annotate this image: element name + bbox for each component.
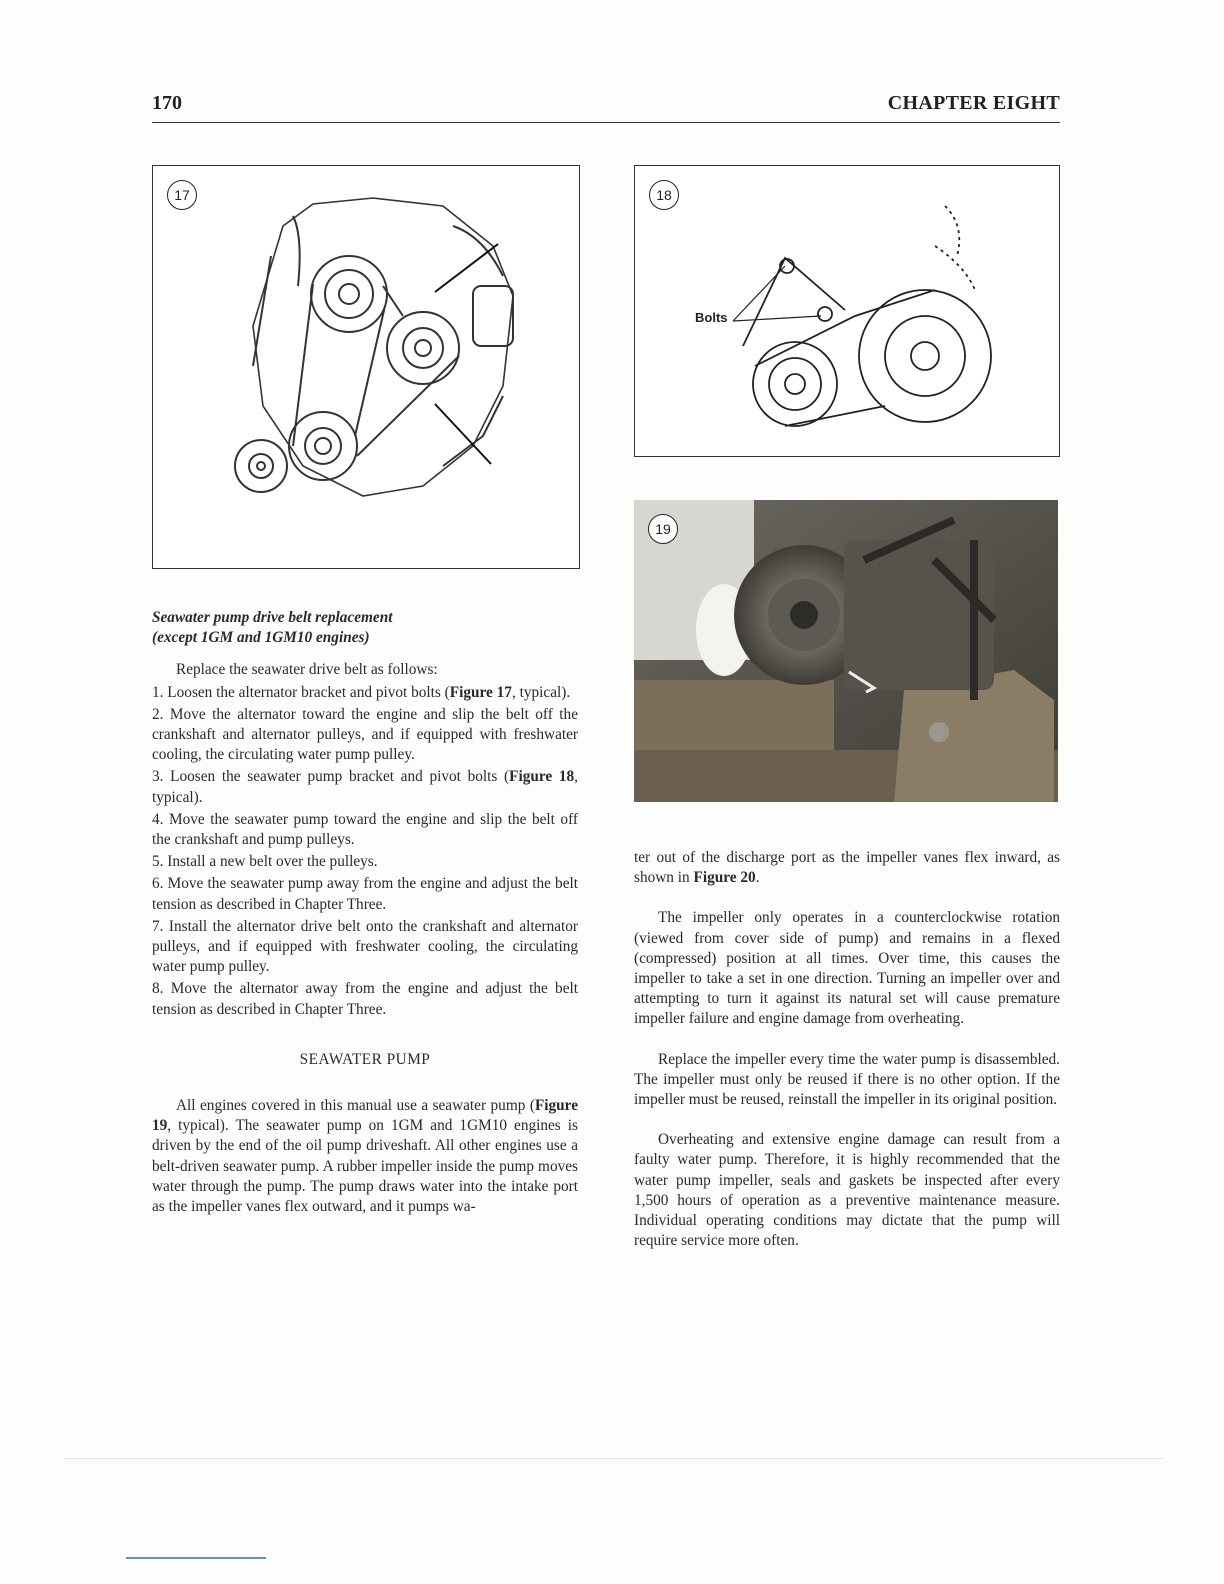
subhead-line-1: Seawater pump drive belt replacement: [152, 609, 393, 626]
step-text: 4. Move the seawater pump toward the engine and slip the belt off the crankshaft and pump pulleys.: [152, 810, 578, 849]
figure-19: [634, 500, 1058, 802]
left-column: [152, 608, 578, 1217]
step-text: 2. Move the alternator toward the engine and slip the belt off the crankshaft and alternator pulleys, and if equipped with freshwater cooling, the circulating water pump pulley.: [152, 705, 578, 764]
step-figure-ref: Figure 18: [509, 768, 575, 786]
impeller-replace-paragraph: Replace the impeller every time the water pump is disassembled. The impeller must only be reused if there is no other option. If the impeller must be reused, reinstall the impeller in its original position.: [634, 1050, 1060, 1109]
steps-list: [152, 683, 578, 1020]
intro-paragraph: Replace the seawater drive belt as follows:: [176, 661, 438, 679]
step-text-post: , typical).: [511, 683, 571, 701]
figure-18-number: 18: [649, 180, 679, 210]
continued-text-post: .: [755, 869, 760, 887]
step-text: 3. Loosen the seawater pump bracket and pivot bolts (: [152, 768, 510, 786]
step-item: [152, 810, 578, 850]
maintenance-paragraph: Overheating and extensive engine damage can result from a faulty water pump. Therefore, it is highly recommended that the water pump impeller, seals and gaskets be inspected after every 1,500 hours of operation as a preventive maintenance measure. Individual operating conditions may dictate that the pump will require service more often.: [634, 1131, 1060, 1250]
chapter-title: CHAPTER EIGHT: [887, 92, 1060, 114]
continued-paragraph: [634, 848, 1060, 888]
section-figure-ref: Figure 19: [152, 1097, 578, 1135]
section-heading: SEAWATER PUMP: [299, 1050, 431, 1068]
step-item: [152, 852, 578, 872]
engine-belt-illustration: [153, 166, 579, 568]
step-text: 1. Loosen the alternator bracket and pivot bolts (: [152, 683, 450, 701]
step-text: 7. Install the alternator drive belt onto the crankshaft and alternator pulleys, and if equipped with freshwater cooling, the circulating water pump pulley.: [152, 917, 578, 976]
figure-17-number: 17: [167, 180, 197, 210]
step-item: [152, 917, 578, 978]
section-text-post: , typical). The seawater pump on 1GM and 1GM10 engines is driven by the end of the oil pump driveshaft. All other engines use a belt-driven seawater pump. A rubber impeller inside the pump moves water through the pump. The pump draws water into the intake port as the impeller vanes flex outward, and it pumps wa-: [152, 1117, 578, 1216]
seawater-pump-photo: [634, 500, 1058, 802]
step-item: [152, 767, 578, 807]
impeller-rotation-paragraph: The impeller only operates in a counterclockwise rotation (viewed from cover side of pump) and remains in a flexed (compressed) position at all times. Over time, this causes the impeller to take a set in one direction. Turning an impeller over and attempting to turn it against its natural set will cause premature impeller failure and engine damage from overheating.: [634, 909, 1060, 1028]
figure-17: [152, 165, 580, 569]
scan-mark: [126, 1557, 266, 1559]
right-column: [634, 848, 1060, 1251]
continued-text-pre: ter out of the discharge port as the impeller vanes flex inward, as shown in: [634, 849, 1060, 887]
section-paragraph: [152, 1096, 578, 1217]
step-text: 6. Move the seawater pump away from the engine and adjust the belt tension as described in Chapter Three.: [152, 875, 578, 913]
continued-figure-ref: Figure 20: [693, 869, 756, 887]
footer-rule: [64, 1458, 1164, 1459]
step-item: [152, 979, 578, 1019]
step-item: [152, 683, 578, 703]
section-text-pre: All engines covered in this manual use a seawater pump (: [176, 1097, 535, 1115]
bolts-label: Bolts: [695, 310, 728, 325]
page-header: [152, 92, 1060, 123]
step-text-post: , typical).: [152, 768, 578, 806]
figure-18: [634, 165, 1060, 457]
subhead-line-2: (except 1GM and 1GM10 engines): [152, 629, 370, 647]
page-number: 170: [152, 92, 182, 114]
step-text: 5. Install a new belt over the pulleys.: [152, 853, 378, 871]
step-text: 8. Move the alternator away from the engine and adjust the belt tension as described in Chapter Three.: [152, 980, 578, 1018]
step-item: [152, 705, 578, 766]
figure-19-number: 19: [648, 514, 678, 544]
step-figure-ref: Figure 17: [449, 683, 512, 701]
step-item: [152, 874, 578, 914]
